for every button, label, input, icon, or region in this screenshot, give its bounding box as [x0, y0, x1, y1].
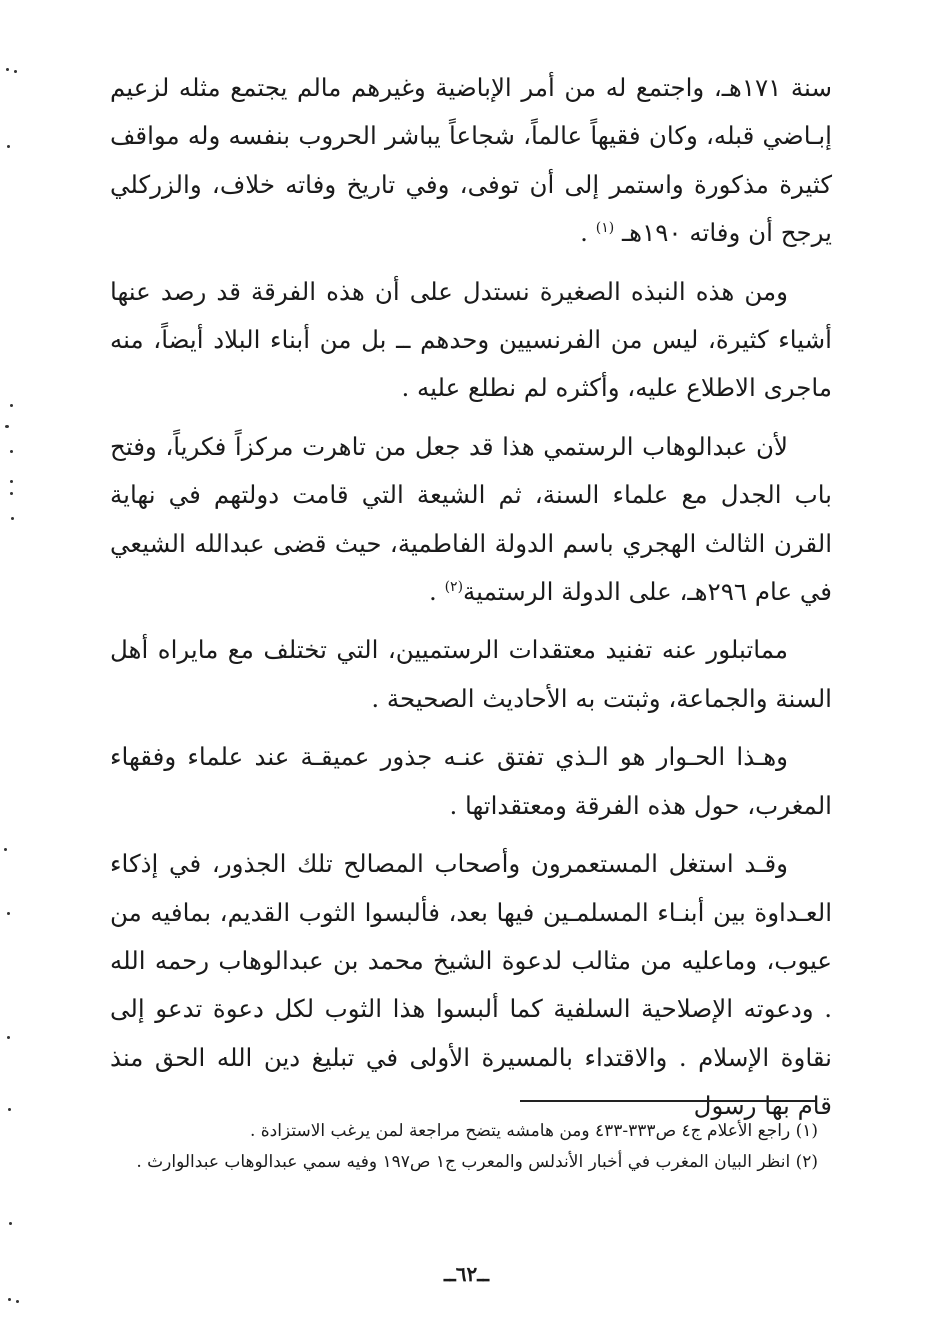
paragraph-3-text: لأن عبدالوهاب الرستمي هذا قد جعل من تاهرت مركزاً فكرياً، وفتح باب الجدل مع علماء السنة، ثم الشيعة التي قامت دولتهم في نهاية القرن الثالث الهجري باسم الدولة الفاطمية، حيث قضى عبدالله الشيعي في عام ٢٩٦هـ، على الدولة الرستمية — [110, 431, 832, 607]
scan-speck — [8, 1108, 11, 1111]
paragraph-6: وقـد استغل المستعمرون وأصحاب المصالح تلك الجذور، في إذكاء العـداوة بين أبنـاء المسلمـين فيها بعد، فألبسوا الثوب القديم، بمافيه من عيوب، وماعليه من مثالب لدعوة الشيخ محمد بن عبدالوهاب رحمه الله . ودعوته الإصلاحية السلفية كما ألبسوا هذا الثوب لكل دعوة تدعو إلى نقاوة الإسلام . والاقتداء بالمسيرة الأولى في تبليغ دين الله الحق منذ قام بها رسول — [110, 849, 832, 1121]
footnote-ref-1: (١) — [595, 220, 615, 237]
scan-speck — [10, 492, 13, 495]
footnotes — [108, 1116, 818, 1178]
paragraph-1 — [110, 64, 832, 258]
main-text — [110, 64, 832, 1141]
scan-speck — [14, 70, 17, 73]
paragraph-2: ومن هذه النبذه الصغيرة نستدل على أن هذه الفرقة قد رصد عنها أشياء كثيرة، ليس من الفرنسيين وحدهم ــ بل من أبناء البلاد أيضاً، منه ماجرى الاطلاع عليه، وأكثره لم نطلع عليه . — [110, 276, 832, 403]
scan-speck — [10, 404, 13, 407]
paragraph-3-tail: . — [429, 577, 445, 607]
paragraph-3 — [110, 423, 832, 617]
paragraph-1-text: سنة ١٧١هـ، واجتمع له من أمر الإباضية وغيرهم مالم يجتمع مثله لزعيم إبـاضي قبله، وكان فقيهاً عالماً، شجاعاً يباشر الحروب بنفسه وله مواقف كثيرة مذكورة واستمر إلى أن توفى، وفي تاريخ وفاته خلاف، والزركلي يرجح أن وفاته ١٩٠هـ — [110, 73, 832, 248]
scan-speck — [16, 1300, 19, 1303]
scan-speck — [7, 145, 10, 148]
paragraph-1-tail: . — [580, 218, 596, 248]
scan-speck — [8, 1298, 11, 1301]
footnote-1: (١) راجع الأعلام ج٤ ص٣٣٣-٤٣٣ ومن هامشه يتضح مراجعة لمن يرغب الاستزادة . — [249, 1121, 818, 1141]
scan-speck — [10, 480, 13, 483]
page-number: ــ٦٢ــ — [444, 1262, 489, 1286]
scan-speck — [7, 912, 10, 915]
scan-speck — [7, 1036, 10, 1039]
scan-speck — [10, 450, 13, 453]
scan-speck — [9, 1222, 12, 1225]
paragraph-5: وهـذا الحـوار هو الـذي تفتق عنـه جذور عميقـة عند علماء وفقهاء المغرب، حول هذه الفرقة ومعتقداتها . — [110, 742, 832, 820]
footnote-2: (٢) انظر البيان المغرب في أخبار الأندلس والمعرب ج١ ص١٩٧ وفيه سمي عبدالوهاب عبدالوارث . — [136, 1152, 818, 1172]
scan-speck — [6, 68, 9, 71]
footnote-divider — [520, 1100, 816, 1102]
scan-speck — [11, 517, 14, 520]
paragraph-4: مماتبلور عنه تفنيد معتقدات الرستميين، التي تختلف مع مايراه أهل السنة والجماعة، وثبتت به الأحاديث الصحيحة . — [110, 635, 832, 713]
footnote-ref-2: (٢) — [444, 578, 464, 595]
scan-speck — [5, 425, 9, 428]
scan-speck — [4, 848, 7, 851]
